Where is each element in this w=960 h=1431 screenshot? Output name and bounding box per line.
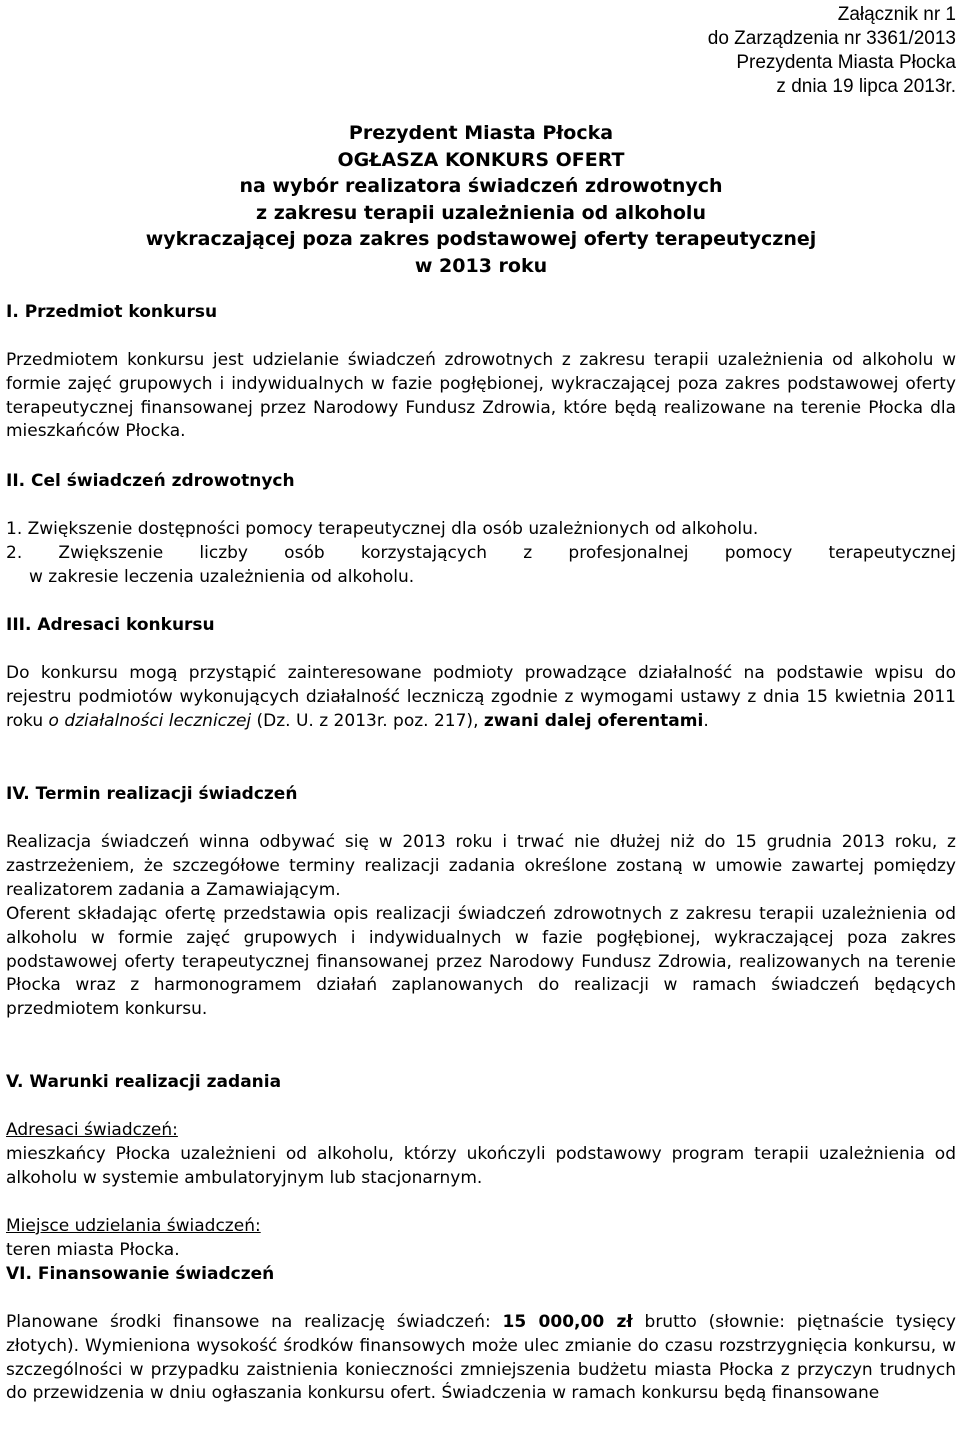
title-line-6: w 2013 roku [414, 254, 548, 277]
annex-line-2: do Zarządzenia nr 3361/2013 [707, 28, 956, 49]
title-line-3: na wybór realizatora świadczeń zdrowotnych [239, 175, 723, 197]
place-label: Miejsce udzielania świadczeń: [6, 1216, 261, 1236]
section-4-heading: IV. Termin realizacji świadczeń [6, 784, 298, 804]
title-line-2: OGŁASZA KONKURS OFERT [337, 148, 625, 171]
section-6-heading: VI. Finansowanie świadczeń [6, 1264, 275, 1284]
section-3-text [6, 662, 956, 733]
annex-line-1: Załącznik nr 1 [837, 4, 956, 25]
annex-note [536, 3, 956, 99]
section-3-text-c: . [703, 710, 709, 731]
title-line-4: z zakresu terapii uzależnienia od alkoholu [256, 201, 706, 224]
section-4-para-1: Realizacja świadczeń winna odbywać się w 2013 roku i trwać nie dłużej niż do 15 grudnia 2013 roku, z zastrzeżeniem, że szczegółowe terminy realizacji zadania określone zostaną w umowie zawartej pomiędzy realizatorem zadania a Zamawiającym. [6, 832, 956, 900]
section-6-text [6, 1311, 956, 1406]
section-1-heading: I. Przedmiot konkursu [6, 302, 218, 322]
section-2-heading: II. Cel świadczeń zdrowotnych [6, 471, 295, 491]
addressees-label: Adresaci świadczeń: [6, 1120, 178, 1140]
goal-item-1: 1. Zwiększenie dostępności pomocy terapeutycznej dla osób uzależnionych od alkoholu. [6, 519, 759, 539]
budget-amount: 15 000,00 zł [502, 1312, 633, 1332]
section-1-text: Przedmiotem konkursu jest udzielanie świadczeń zdrowotnych z zakresu terapii uzależnienia od alkoholu w formie zajęć grupowych i indywidualnych w fazie pogłębionej, wykraczającej poza zakres podstawowej oferty terapeutycznej finansowanej przez Narodowy Fundusz Zdrowia, które będą realizowane na terenie Płocka dla mieszkańców Płocka. [6, 350, 956, 442]
annex-line-3: Prezydenta Miasta Płocka [736, 52, 956, 73]
section-6-text-b: brutto (słownie: piętnaście tysięcy złotych). Wymieniona wysokość środków finansowych może ulec zmianie do czasu rozstrzygnięcia konkursu, w szczególności w przypadku zaistnienia konieczności zmniejszenia budżetu miasta Płocka z przyczyn trudnych do przewidzenia w dniu ogłaszania konkursu ofert. Świadczenia w ramach konkursu będą finansowane [6, 1312, 956, 1404]
annex-line-4: z dnia 19 lipca 2013r. [776, 76, 956, 97]
section-6-text-a: Planowane środki finansowe na realizację świadczeń: [6, 1312, 503, 1332]
place-text: teren miasta Płocka. [6, 1240, 180, 1260]
section-3-heading: III. Adresaci konkursu [6, 615, 215, 635]
section-4-para-2: Oferent składając ofertę przedstawia opis realizacji świadczeń zdrowotnych z zakresu terapii uzależnienia od alkoholu w formie zajęć grupowych i indywidualnych w fazie pogłębionej, wykraczającej poza zakres podstawowej oferty terapeutycznej finansowanej przez Narodowy Fundusz Zdrowia, realizowanych na terenie Płocka wraz z harmonogramem działań zaplanowanych do realizacji w ramach świadczeń będących przedmiotem konkursu. [6, 904, 956, 1020]
addressees-text: mieszkańcy Płocka uzależnieni od alkoholu, którzy ukończyli podstawowy program terapii uzależnienia od alkoholu w systemie ambulatoryjnym lub stacjonarnym. [6, 1144, 956, 1188]
section-3-text-b: (Dz. U. z 2013r. poz. 217), [251, 710, 484, 731]
goal-item-2-line-1: 2. Zwiększenie liczby osób korzystających z profesjonalnej pomocy terapeutycznej [6, 543, 956, 563]
title-line-1: Prezydent Miasta Płocka [348, 122, 614, 144]
section-5-heading: V. Warunki realizacji zadania [6, 1072, 282, 1092]
act-title: o działalności leczniczej [48, 710, 252, 731]
goal-item-2-line-2: w zakresie leczenia uzależnienia od alkoholu. [29, 567, 415, 587]
oferenci-term: zwani dalej oferentami [483, 710, 704, 731]
section-3-text-a: Do konkursu mogą przystąpić zainteresowane podmioty prowadzące działalność na podstawie wpisu do rejestru podmiotów wykonujących działalność leczniczą zgodnie z wymogami ustawy z dnia 15 kwietnia 2011 roku [6, 663, 956, 731]
document-title [6, 120, 956, 279]
title-line-5: wykraczającej poza zakres podstawowej oferty terapeutycznej [145, 228, 817, 250]
